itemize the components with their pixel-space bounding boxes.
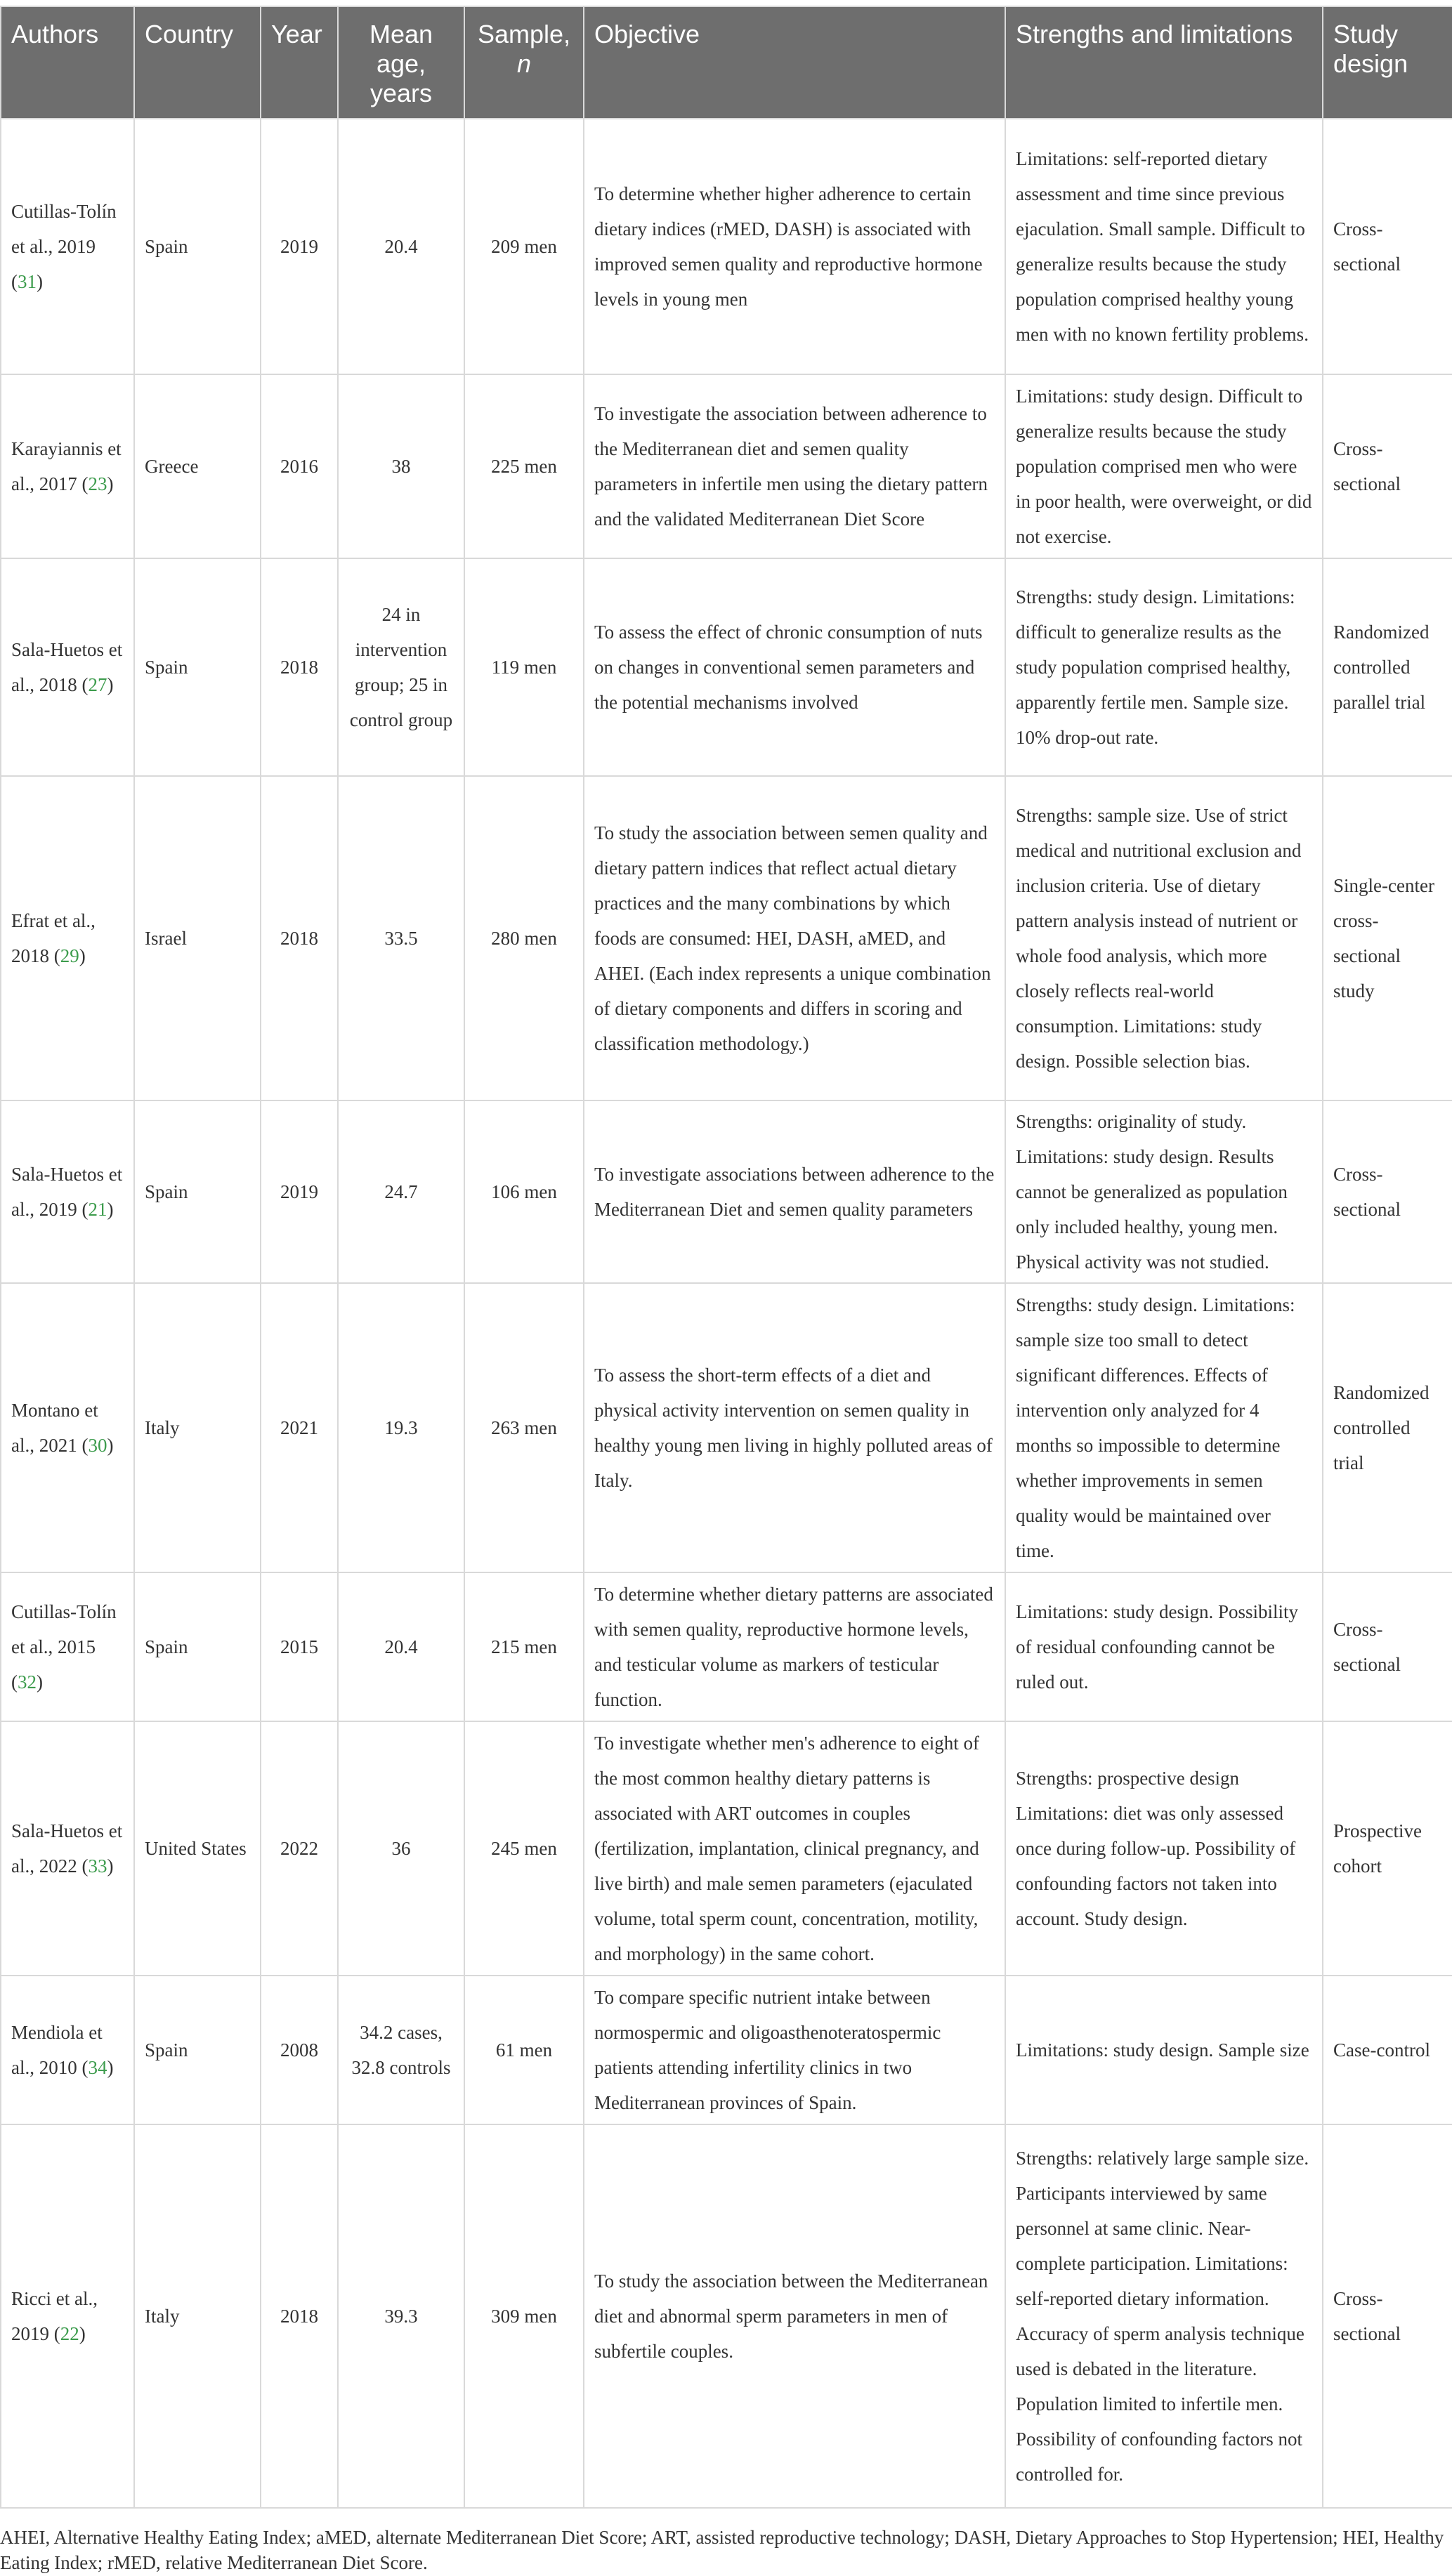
year-cell: 2018 xyxy=(261,776,338,1100)
study-design-cell: Cross-sectional xyxy=(1323,1100,1452,1283)
header-strengths-limitations: Strengths and limitations xyxy=(1005,6,1323,119)
table-row xyxy=(1,119,1452,374)
year-cell: 2016 xyxy=(261,374,338,558)
studies-table-container xyxy=(0,6,1452,2509)
strengths-limitations-cell: Strengths: study design. Limitations: difficult to generalize results as the study population comprised healthy, apparently fertile men. Sample size. 10% drop-out rate. xyxy=(1005,558,1323,776)
table-row xyxy=(1,1721,1452,1976)
reference-link[interactable]: 30 xyxy=(88,1435,107,1456)
reference-close-paren: ) xyxy=(79,2323,86,2344)
country-cell: Italy xyxy=(134,1283,261,1572)
sample-cell: 280 men xyxy=(464,776,584,1100)
objective-cell: To assess the short-term effects of a diet and physical activity intervention on semen quality in healthy young men living in highly polluted areas of Italy. xyxy=(584,1283,1005,1572)
author-name: Sala-Huetos et al., 2022 ( xyxy=(11,1820,123,1877)
country-cell: United States xyxy=(134,1721,261,1976)
objective-cell: To investigate the association between adherence to the Mediterranean diet and semen quality parameters in infertile men using the dietary pattern and the validated Mediterranean Diet Score xyxy=(584,374,1005,558)
strengths-limitations-cell: Strengths: prospective design Limitations: diet was only assessed once during follow-up. Possibility of confounding factors not taken into account. Study design. xyxy=(1005,1721,1323,1976)
strengths-limitations-cell: Strengths: originality of study. Limitations: study design. Results cannot be generalized as population only included healthy, young men. Physical activity was not studied. xyxy=(1005,1100,1323,1283)
sample-cell: 209 men xyxy=(464,119,584,374)
author-cell xyxy=(1,2124,134,2508)
country-cell: Spain xyxy=(134,1100,261,1283)
year-cell: 2019 xyxy=(261,1100,338,1283)
study-design-cell: Cross-sectional xyxy=(1323,374,1452,558)
reference-link[interactable]: 29 xyxy=(60,945,79,966)
objective-cell: To determine whether dietary patterns are associated with semen quality, reproductive hormone levels, and testicular volume as markers of testicular function. xyxy=(584,1572,1005,1721)
author-name: Cutillas-Tolín et al., 2015 ( xyxy=(11,1601,117,1693)
year-cell: 2019 xyxy=(261,119,338,374)
mean-age-cell: 19.3 xyxy=(338,1283,464,1572)
sample-cell: 245 men xyxy=(464,1721,584,1976)
table-row xyxy=(1,776,1452,1100)
author-name: Cutillas-Tolín et al., 2019 ( xyxy=(11,201,117,292)
year-cell: 2021 xyxy=(261,1283,338,1572)
reference-link[interactable]: 33 xyxy=(88,1855,107,1877)
table-row xyxy=(1,1100,1452,1283)
author-name: Sala-Huetos et al., 2018 ( xyxy=(11,639,123,695)
sample-cell: 309 men xyxy=(464,2124,584,2508)
reference-close-paren: ) xyxy=(37,1671,43,1693)
author-cell xyxy=(1,1976,134,2124)
country-cell: Spain xyxy=(134,1976,261,2124)
reference-link[interactable]: 27 xyxy=(88,674,107,695)
mean-age-cell: 38 xyxy=(338,374,464,558)
country-cell: Spain xyxy=(134,1572,261,1721)
objective-cell: To assess the effect of chronic consumption of nuts on changes in conventional semen parameters and the potential mechanisms involved xyxy=(584,558,1005,776)
reference-link[interactable]: 34 xyxy=(88,2057,107,2078)
sample-cell: 263 men xyxy=(464,1283,584,1572)
studies-table xyxy=(0,6,1452,2509)
table-row xyxy=(1,2124,1452,2508)
header-authors: Authors xyxy=(1,6,134,119)
mean-age-cell: 24.7 xyxy=(338,1100,464,1283)
study-design-cell: Cross-sectional xyxy=(1323,2124,1452,2508)
objective-cell: To study the association between the Mediterranean diet and abnormal sperm parameters in men of subfertile couples. xyxy=(584,2124,1005,2508)
study-design-cell: Cross-sectional xyxy=(1323,119,1452,374)
table-header xyxy=(1,6,1452,119)
header-country: Country xyxy=(134,6,261,119)
mean-age-cell: 20.4 xyxy=(338,1572,464,1721)
table-row xyxy=(1,558,1452,776)
strengths-limitations-cell: Strengths: study design. Limitations: sample size too small to detect significant differences. Effects of intervention only analyzed for 4 months so impossible to determine whether improvements in semen quality would be maintained over time. xyxy=(1005,1283,1323,1572)
country-cell: Greece xyxy=(134,374,261,558)
reference-close-paren: ) xyxy=(79,945,86,966)
strengths-limitations-cell: Limitations: study design. Possibility of residual confounding cannot be ruled out. xyxy=(1005,1572,1323,1721)
country-cell: Spain xyxy=(134,119,261,374)
author-cell xyxy=(1,776,134,1100)
mean-age-cell: 24 in intervention group; 25 in control group xyxy=(338,558,464,776)
header-sample-label: Sample, xyxy=(477,20,571,48)
study-design-cell: Prospective cohort xyxy=(1323,1721,1452,1976)
author-name: Efrat et al., 2018 ( xyxy=(11,910,96,966)
author-cell xyxy=(1,1283,134,1572)
mean-age-cell: 34.2 cases, 32.8 controls xyxy=(338,1976,464,2124)
mean-age-cell: 39.3 xyxy=(338,2124,464,2508)
reference-close-paren: ) xyxy=(107,1435,114,1456)
objective-cell: To investigate whether men's adherence to eight of the most common healthy dietary patterns is associated with ART outcomes in couples (fertilization, implantation, clinical pregnancy, and live birth) and male semen parameters (ejaculated volume, total sperm count, concentration, motility, and morphology) in the same cohort. xyxy=(584,1721,1005,1976)
author-cell xyxy=(1,119,134,374)
reference-close-paren: ) xyxy=(107,2057,114,2078)
table-row xyxy=(1,1283,1452,1572)
mean-age-cell: 20.4 xyxy=(338,119,464,374)
author-cell xyxy=(1,1721,134,1976)
objective-cell: To compare specific nutrient intake between normospermic and oligoasthenoteratospermic patients attending infertility clinics in two Mediterranean provinces of Spain. xyxy=(584,1976,1005,2124)
table-body xyxy=(1,119,1452,2508)
author-cell xyxy=(1,374,134,558)
author-cell xyxy=(1,1572,134,1721)
author-cell xyxy=(1,1100,134,1283)
header-year: Year xyxy=(261,6,338,119)
table-row xyxy=(1,374,1452,558)
year-cell: 2008 xyxy=(261,1976,338,2124)
study-design-cell: Cross-sectional xyxy=(1323,1572,1452,1721)
sample-cell: 106 men xyxy=(464,1100,584,1283)
study-design-cell: Randomized controlled trial xyxy=(1323,1283,1452,1572)
header-objective: Objective xyxy=(584,6,1005,119)
author-name: Sala-Huetos et al., 2019 ( xyxy=(11,1164,123,1220)
reference-close-paren: ) xyxy=(37,271,43,292)
sample-cell: 215 men xyxy=(464,1572,584,1721)
objective-cell: To investigate associations between adherence to the Mediterranean Diet and semen quality parameters xyxy=(584,1100,1005,1283)
author-name: Ricci et al., 2019 ( xyxy=(11,2288,98,2344)
objective-cell: To determine whether higher adherence to certain dietary indices (rMED, DASH) is associated with improved semen quality and reproductive hormone levels in young men xyxy=(584,119,1005,374)
header-mean-age: Mean age, years xyxy=(338,6,464,119)
strengths-limitations-cell: Strengths: sample size. Use of strict medical and nutritional exclusion and inclusion criteria. Use of dietary pattern analysis instead of nutrient or whole food analysis, which more closely reflects real-world consumption. Limitations: study design. Possible selection bias. xyxy=(1005,776,1323,1100)
header-sample xyxy=(464,6,584,119)
header-sample-n: n xyxy=(516,49,532,78)
study-design-cell: Randomized controlled parallel trial xyxy=(1323,558,1452,776)
strengths-limitations-cell: Limitations: study design. Difficult to generalize results because the study population comprised men who were in poor health, were overweight, or did not exercise. xyxy=(1005,374,1323,558)
author-cell xyxy=(1,558,134,776)
country-cell: Spain xyxy=(134,558,261,776)
year-cell: 2018 xyxy=(261,2124,338,2508)
reference-link[interactable]: 21 xyxy=(88,1199,107,1220)
country-cell: Italy xyxy=(134,2124,261,2508)
author-name: Mendiola et al., 2010 ( xyxy=(11,2022,103,2078)
reference-link[interactable]: 31 xyxy=(18,271,37,292)
sample-cell: 119 men xyxy=(464,558,584,776)
reference-close-paren: ) xyxy=(107,473,114,494)
table-row xyxy=(1,1976,1452,2124)
strengths-limitations-cell: Strengths: relatively large sample size. Participants interviewed by same personnel at same clinic. Near-complete participation. Limitations: self-reported dietary information. Accuracy of sperm analysis technique used is debated in the literature. Population limited to infertile men. Possibility of confounding factors not controlled for. xyxy=(1005,2124,1323,2508)
study-design-cell: Single-center cross-sectional study xyxy=(1323,776,1452,1100)
year-cell: 2015 xyxy=(261,1572,338,1721)
reference-close-paren: ) xyxy=(107,674,114,695)
header-study-design: Study design xyxy=(1323,6,1452,119)
author-name: Karayiannis et al., 2017 ( xyxy=(11,438,122,494)
sample-cell: 61 men xyxy=(464,1976,584,2124)
mean-age-cell: 33.5 xyxy=(338,776,464,1100)
study-design-cell: Case-control xyxy=(1323,1976,1452,2124)
strengths-limitations-cell: Limitations: self-reported dietary assessment and time since previous ejaculation. Small sample. Difficult to generalize results because the study population comprised healthy young men with no known fertility problems. xyxy=(1005,119,1323,374)
header-row xyxy=(1,6,1452,119)
reference-link[interactable]: 32 xyxy=(18,1671,37,1693)
reference-close-paren: ) xyxy=(107,1199,114,1220)
country-cell: Israel xyxy=(134,776,261,1100)
author-name: Montano et al., 2021 ( xyxy=(11,1400,98,1456)
year-cell: 2022 xyxy=(261,1721,338,1976)
reference-link[interactable]: 22 xyxy=(60,2323,79,2344)
table-footnote: AHEI, Alternative Healthy Eating Index; aMED, alternate Mediterranean Diet Score; ART, assisted reproductive technology; DASH, Dietary Approaches to Stop Hypertension; HEI, Healthy Eating Index; rMED, relative Mediterranean Diet Score. xyxy=(0,2527,1444,2573)
sample-cell: 225 men xyxy=(464,374,584,558)
table-row xyxy=(1,1572,1452,1721)
reference-close-paren: ) xyxy=(107,1855,114,1877)
strengths-limitations-cell: Limitations: study design. Sample size xyxy=(1005,1976,1323,2124)
year-cell: 2018 xyxy=(261,558,338,776)
reference-link[interactable]: 23 xyxy=(88,473,107,494)
objective-cell: To study the association between semen quality and dietary pattern indices that reflect actual dietary practices and the many combinations by which foods are consumed: HEI, DASH, aMED, and AHEI. (Each index represents a unique combination of dietary components and differs in scoring and classification methodology.) xyxy=(584,776,1005,1100)
mean-age-cell: 36 xyxy=(338,1721,464,1976)
